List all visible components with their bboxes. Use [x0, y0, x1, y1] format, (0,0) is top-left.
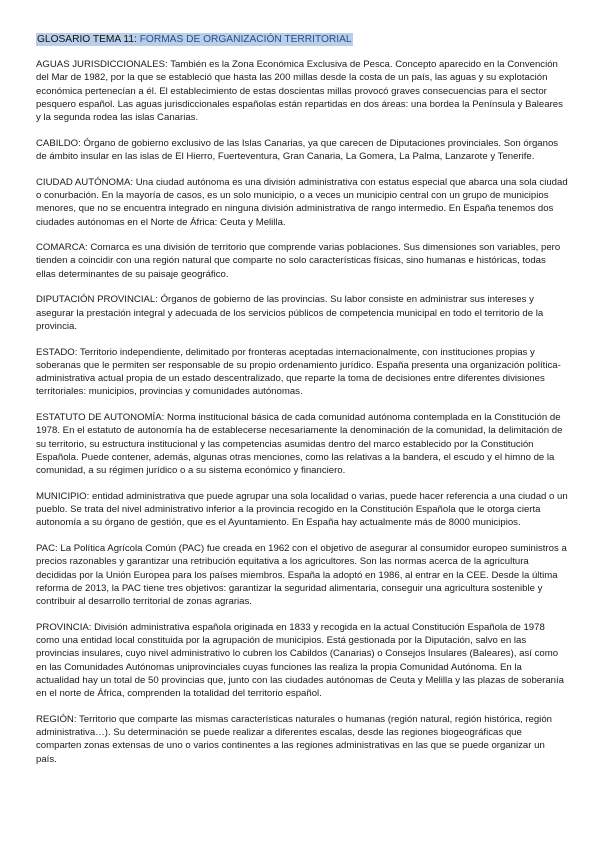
glossary-term: MUNICIPIO:	[36, 490, 90, 502]
glossary-entry-comarca	[36, 241, 568, 281]
glossary-definition: Una ciudad autónoma es una división administrativa con estatus especial que abarca una sola ciudad o conurbación. En la mayoría de casos, es un solo municipio, o a veces un municipio central con un grupo de municipios menores, que no se encuentra integrado en ninguna división administrativa de rango intermedio. En España tenemos dos ciudades autónomas en el Norte de África: Ceuta y Melilla.	[36, 176, 568, 228]
glossary-term: COMARCA:	[36, 242, 88, 254]
glossary-term: CABILDO:	[36, 137, 81, 149]
glossary-definition: Comarca es una división de territorio que comprende varias poblaciones. Sus dimensiones son variables, pero tienden a coincidir con una región natural que comparte no solo características físicas, sino humanas e históricas, todas ellas determinantes de su paisaje geográfico.	[36, 242, 561, 280]
glossary-entry-pac	[36, 542, 568, 608]
glossary-definition: Órganos de gobierno de las provincias. Su labor consiste en administrar sus intereses y asegurar la prestación integral y adecuada de los servicios públicos de competencia municipal en todo el territorio de la provincia.	[36, 294, 544, 332]
glossary-entry-aguas-jurisdiccionales	[36, 58, 568, 124]
document-page	[36, 33, 568, 778]
glossary-term: AGUAS JURISDICCIONALES:	[36, 59, 168, 70]
glossary-entry-cabildo	[36, 137, 568, 164]
glossary-entry-municipio	[36, 490, 568, 530]
title-main: GLOSARIO TEMA 11:	[37, 34, 137, 45]
glossary-term: ESTATUTO DE AUTONOMÍA:	[36, 412, 165, 424]
glossary-term: PROVINCIA:	[36, 621, 92, 633]
glossary-definition: Territorio independiente, delimitado por fronteras aceptadas internacionalmente, con instituciones propias y soberanas que le permiten ser responsable de su propio ordenamiento jurídico. España presenta una organización política-administrativa actual propia de un estado descentralizado, que reparte la toma de decisiones entre diferentes divisiones territoriales: municipios, provincias y comunidades autónomas.	[36, 346, 561, 398]
glossary-definition: La Política Agrícola Común (PAC) fue creada en 1962 con el objetivo de asegurar al consumidor europeo suministros a precios razonables y garantizar una retribución equitativa a los agricultores. Son las normas acerca de la agricultura decididas por la Unión Europea para los países miembros. España la adoptó en 1986, al entrar en la CEE. Desde la última reforma de 2013, la PAC tiene tres objetivos: garantizar la seguridad alimentaria, conseguir una agricultura sostenible y contribuir al desarrollo territorial de zonas agrarias.	[36, 542, 567, 608]
glossary-entry-diputacion-provincial	[36, 293, 568, 333]
glossary-term: CIUDAD AUTÓNOMA:	[36, 176, 134, 188]
glossary-term: DIPUTACIÓN PROVINCIAL:	[36, 294, 158, 306]
glossary-definition: También es la Zona Económica Exclusiva de Pesca. Concepto aparecido en la Convención del Mar de 1982, por la que se estableció que hasta las 200 millas desde la costa de un país, las aguas y su explotación económica pertenecían a él. El establecimiento de estas doscientas millas provocó graves consecuencias para el sector pesquero español. Las aguas jurisdiccionales españolas están repartidas en dos áreas: una bordea la Península y Baleares y la segunda rodea las islas Canarias.	[36, 59, 563, 124]
glossary-term: REGIÓN:	[36, 713, 77, 725]
glossary-entry-estado	[36, 346, 568, 399]
glossary-term: PAC:	[36, 542, 58, 554]
glossary-definition: entidad administrativa que puede agrupar una sola localidad o varias, puede hacer referencia a una ciudad o un pueblo. Se trata del nivel administrativo inferior a la provincia recogido en la Constitución Española que le otorga cierta autonomía a su órgano de gestión, que es el Ayuntamiento. En España hay actualmente más de 8000 municipios.	[36, 490, 568, 529]
glossary-entry-ciudad-autonoma	[36, 176, 568, 229]
glossary-entry-region	[36, 713, 568, 766]
title-subtitle: FORMAS DE ORGANIZACIÓN TERRITORIAL	[139, 34, 352, 45]
glossary-definition: Norma institucional básica de cada comunidad autónoma contemplada en la Constitución de 1978. En el estatuto de autonomía ha de establecerse necesariamente la denominación de la comunidad, la delimitación de su territorio, su estructura institucional y las competencias asumidas dentro del marco establecido por la Constitución Española. Puede contener, además, algunas otras menciones, como las relativas a la bandera, el escudo y el himno de la comunidad, a su régimen jurídico o a su sistema económico y financiero.	[36, 412, 563, 477]
glossary-definition: Territorio que comparte las mismas características naturales o humanas (región natural, región histórica, región administrativa…). Su determinación se puede realizar a diferentes escalas, desde las regiones biogeográficas que comparten zonas extensas de uno o varios continentes a las regiones administrativas en las que se puede organizar un país.	[36, 713, 552, 765]
glossary-entry-estatuto-de-autonomia	[36, 411, 568, 477]
title-highlight	[36, 33, 353, 46]
glossary-term: ESTADO:	[36, 346, 78, 358]
glossary-entry-provincia	[36, 621, 568, 701]
document-title	[36, 33, 568, 47]
glossary-definition: Órgano de gobierno exclusivo de las Islas Canarias, ya que carecen de Diputaciones provinciales. Son órganos de ámbito insular en las islas de El Hierro, Fuerteventura, Gran Canaria, La Gomera, La Palma, Lanzarote y Tenerife.	[36, 137, 559, 163]
glossary-definition: División administrativa española originada en 1833 y recogida en la actual Constitución Española de 1978 como una entidad local constituida por la agrupación de municipios. Está gestionada por la Diputación, salvo en las provincias insulares, cuyo nivel administrativo lo cubren los Cabildos (Canarias) o Consejos Insulares (Baleares), así como en las Comunidades Autónomas uniprovinciales cuyas funciones las realiza la propia Comunidad Autónoma. En la actualidad hay un total de 50 provincias que, junto con las ciudades autónomas de Ceuta y Melilla y las plazas de soberanía en el norte de África, comprenden la totalidad del territorio español.	[36, 621, 564, 700]
